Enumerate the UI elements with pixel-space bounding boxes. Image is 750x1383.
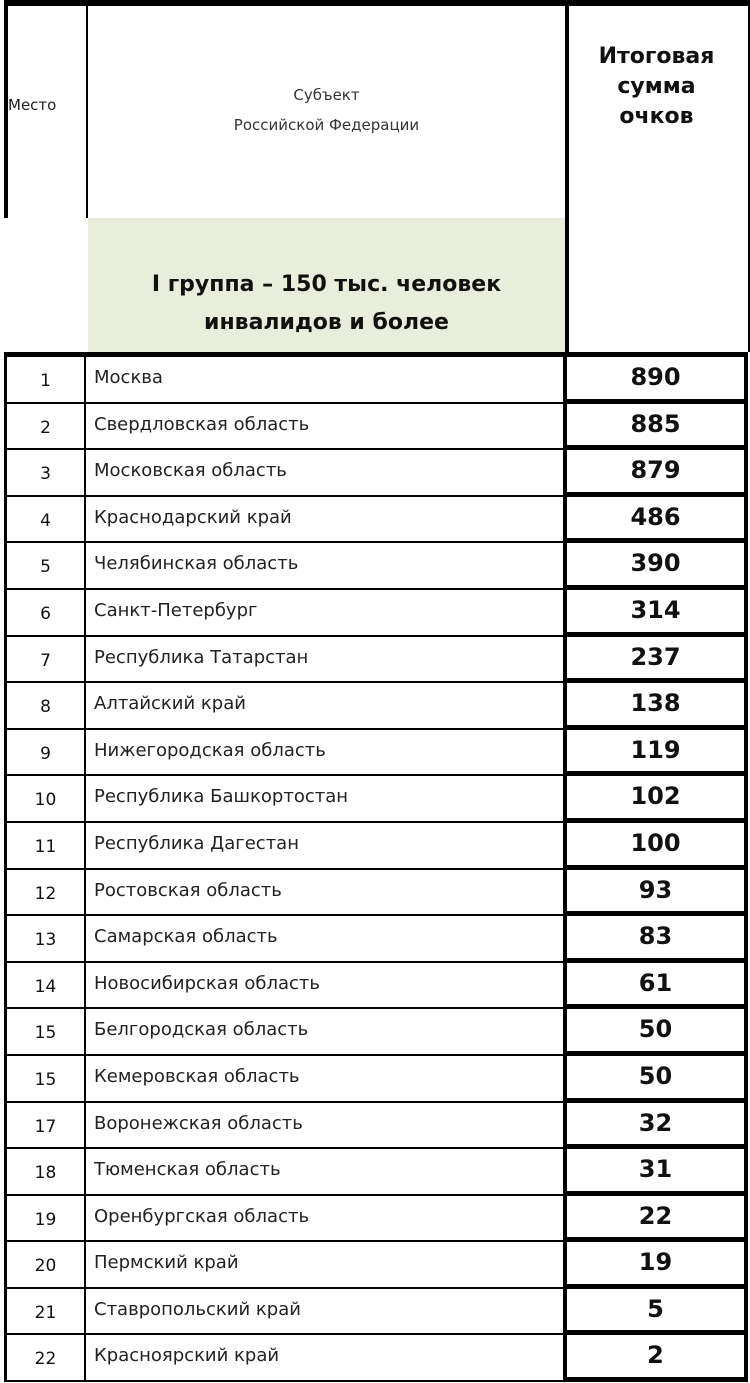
header-subject-line2: Российской Федерации (233, 116, 420, 134)
row-place: 20 (4, 1242, 86, 1287)
table-row (4, 1196, 748, 1243)
row-place: 7 (4, 637, 86, 682)
header-score (569, 42, 744, 132)
row-subject: Нижегородская область (94, 739, 326, 761)
table-row (4, 1056, 748, 1103)
row-place: 8 (4, 683, 86, 728)
group-header-line2: инвалидов и более (204, 310, 449, 335)
row-place: 2 (4, 404, 86, 449)
row-subject: Красноярский край (94, 1345, 280, 1367)
row-score: 885 (563, 404, 748, 449)
table-row (4, 870, 748, 917)
row-place: 9 (4, 730, 86, 775)
row-place: 17 (4, 1103, 86, 1148)
header-score-line1: Итоговая (598, 44, 715, 69)
row-place: 10 (4, 776, 86, 821)
row-subject: Челябинская область (94, 553, 299, 575)
row-subject: Алтайский край (94, 693, 246, 715)
table-row (4, 823, 748, 870)
row-score: 31 (563, 1149, 748, 1194)
row-subject: Краснодарский край (94, 506, 292, 528)
row-place: 13 (4, 916, 86, 961)
table-row (4, 1009, 748, 1056)
row-subject: Самарская область (94, 926, 278, 948)
table-body (4, 352, 748, 1382)
row-place: 4 (4, 497, 86, 542)
row-subject: Ставропольский край (94, 1298, 301, 1320)
row-score: 390 (563, 543, 748, 588)
table-row (4, 497, 748, 544)
row-place: 1 (4, 357, 86, 402)
row-subject: Свердловская область (94, 413, 310, 435)
row-subject: Кемеровская область (94, 1065, 300, 1087)
row-score: 890 (563, 357, 748, 402)
row-score: 119 (563, 730, 748, 775)
row-place: 18 (4, 1149, 86, 1194)
row-score: 5 (563, 1289, 748, 1334)
row-subject: Республика Башкортостан (94, 786, 349, 808)
header-subject (88, 80, 565, 140)
header-score-line2: сумма (617, 74, 696, 99)
row-subject: Пермский край (94, 1252, 239, 1274)
table-row (4, 637, 748, 684)
table-row (4, 1335, 748, 1382)
row-place: 22 (4, 1335, 86, 1380)
row-score: 486 (563, 497, 748, 542)
table-row (4, 916, 748, 963)
row-subject: Московская область (94, 460, 287, 482)
table-row (4, 590, 748, 637)
header-place: Место (8, 96, 57, 114)
row-place: 12 (4, 870, 86, 915)
row-score: 50 (563, 1009, 748, 1054)
table-row (4, 963, 748, 1010)
row-place: 19 (4, 1196, 86, 1241)
row-score: 102 (563, 776, 748, 821)
row-score: 100 (563, 823, 748, 868)
row-score: 237 (563, 637, 748, 682)
row-score: 61 (563, 963, 748, 1008)
row-place: 15 (4, 1056, 86, 1101)
table-row (4, 450, 748, 497)
group-header (88, 218, 565, 352)
row-subject: Санкт-Петербург (94, 599, 258, 621)
table-row (4, 404, 748, 451)
row-place: 3 (4, 450, 86, 495)
table-row (4, 730, 748, 777)
row-subject: Белгородская область (94, 1019, 309, 1041)
row-place: 15 (4, 1009, 86, 1054)
row-subject: Оренбургская область (94, 1205, 310, 1227)
row-subject: Воронежская область (94, 1112, 303, 1134)
row-score: 50 (563, 1056, 748, 1101)
header-subject-line1: Субъект (293, 86, 360, 104)
row-subject: Республика Дагестан (94, 832, 299, 854)
row-subject: Москва (94, 367, 163, 388)
row-place: 5 (4, 543, 86, 588)
row-subject: Ростовская область (94, 879, 282, 901)
row-score: 879 (563, 450, 748, 495)
row-score: 314 (563, 590, 748, 635)
table-row (4, 1103, 748, 1150)
row-place: 21 (4, 1289, 86, 1334)
row-score: 2 (563, 1335, 748, 1380)
row-score: 93 (563, 870, 748, 915)
table-row (4, 776, 748, 823)
row-subject: Тюменская область (94, 1159, 281, 1181)
row-score: 22 (563, 1196, 748, 1241)
row-place: 14 (4, 963, 86, 1008)
row-subject: Республика Татарстан (94, 646, 309, 668)
row-place: 11 (4, 823, 86, 868)
row-score: 138 (563, 683, 748, 728)
table-row (4, 1149, 748, 1196)
table-row (4, 357, 748, 404)
table-row (4, 543, 748, 590)
row-score: 83 (563, 916, 748, 961)
row-place: 6 (4, 590, 86, 635)
row-score: 19 (563, 1242, 748, 1287)
table-row (4, 1289, 748, 1336)
row-score: 32 (563, 1103, 748, 1148)
header-score-line3: очков (619, 104, 694, 129)
table-row (4, 683, 748, 730)
row-subject: Новосибирская область (94, 972, 320, 994)
group-header-line1: I группа – 150 тыс. человек (151, 272, 502, 297)
table-row (4, 1242, 748, 1289)
